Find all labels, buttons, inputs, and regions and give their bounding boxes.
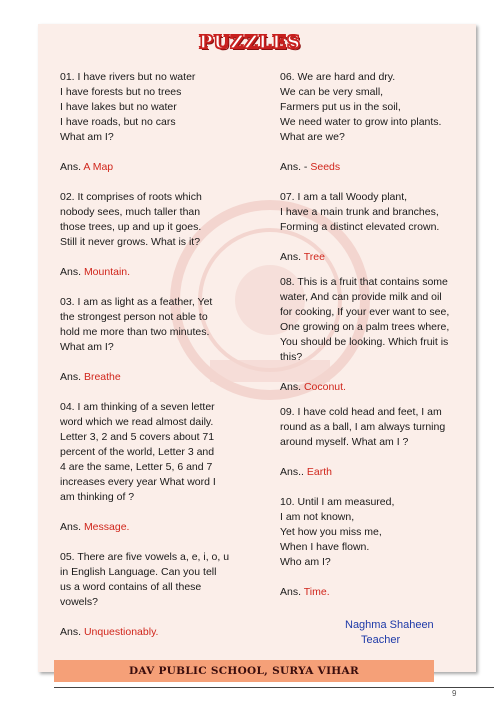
page-title: PUZZLES bbox=[199, 32, 301, 53]
puzzle-question: 04. I am thinking of a seven letter word which we read almost daily. Letter 3, 2 and 5 covers about 71 percent of the world, Letter 3 and 4 are the same, Letter 5, 6 and 7 increases every year What word I am thinking of ? bbox=[60, 401, 216, 503]
puzzle-item bbox=[280, 275, 475, 395]
puzzle-answer: Ans.. Earth bbox=[280, 466, 332, 478]
puzzle-item bbox=[280, 190, 475, 265]
puzzle-question: 07. I am a tall Woody plant, I have a main trunk and branches, Forming a distinct elevated crown. bbox=[280, 191, 440, 233]
puzzle-answer: Ans. Tree bbox=[280, 251, 325, 263]
puzzle-question: 09. I have cold head and feet, I am round as a ball, I am always turning around myself. What am I ? bbox=[280, 406, 446, 448]
page-number: 9 bbox=[452, 689, 457, 698]
footer-rule bbox=[54, 687, 494, 688]
puzzle-item bbox=[280, 70, 475, 175]
puzzle-question: 02. It comprises of roots which nobody sees, much taller than those trees, up and up it goes. Still it never grows. What is it? bbox=[60, 191, 202, 248]
teacher-name: Naghma Shaheen bbox=[345, 619, 434, 631]
puzzle-item bbox=[280, 495, 475, 600]
puzzle-answer: Ans. Breathe bbox=[60, 371, 121, 383]
puzzle-answer: Ans. Coconut. bbox=[280, 381, 346, 393]
puzzle-item bbox=[280, 405, 475, 480]
puzzle-question: 05. There are five vowels a, e, i, o, u in English Language. Can you tell us a word contains of all these vowels? bbox=[60, 551, 230, 608]
puzzle-answer: Ans. - Seeds bbox=[280, 161, 341, 173]
footer-bar bbox=[54, 660, 434, 682]
puzzle-question: 10. Until I am measured, I am not known, Yet how you miss me, When I have flown. Who am I? bbox=[280, 496, 395, 568]
left-column bbox=[60, 70, 272, 640]
teacher-role: Teacher bbox=[361, 634, 401, 646]
puzzle-answer: Ans. Time. bbox=[280, 586, 330, 598]
puzzle-question: 06. We are hard and dry. We can be very small, Farmers put us in the soil, We need water to grow into plants. What are we? bbox=[280, 71, 442, 143]
puzzle-item bbox=[60, 550, 272, 640]
puzzle-item bbox=[60, 190, 272, 280]
puzzle-answer: Ans. Unquestionably. bbox=[60, 626, 159, 638]
teacher-signature bbox=[345, 618, 465, 648]
puzzle-item bbox=[60, 400, 272, 535]
puzzle-item bbox=[60, 70, 272, 175]
puzzle-item bbox=[60, 295, 272, 385]
puzzle-answer: Ans. Message. bbox=[60, 521, 130, 533]
school-name: DAV PUBLIC SCHOOL, SURYA VIHAR bbox=[129, 665, 359, 677]
puzzle-answer: Ans. Mountain. bbox=[60, 266, 131, 278]
puzzle-question: 03. I am as light as a feather, Yet the strongest person not able to hold me more than two minutes. What am I? bbox=[60, 296, 213, 353]
puzzle-answer: Ans. A Map bbox=[60, 161, 114, 173]
right-column bbox=[280, 70, 475, 600]
puzzle-question: 01. I have rivers but no water I have forests but no trees I have lakes but no water I have roads, but no cars What am I? bbox=[60, 71, 196, 143]
puzzle-question: 08. This is a fruit that contains some water, And can provide milk and oil for cooking, If your ever want to see, One growing on a palm trees where, You should be looking. Which fruit is this? bbox=[280, 276, 450, 363]
